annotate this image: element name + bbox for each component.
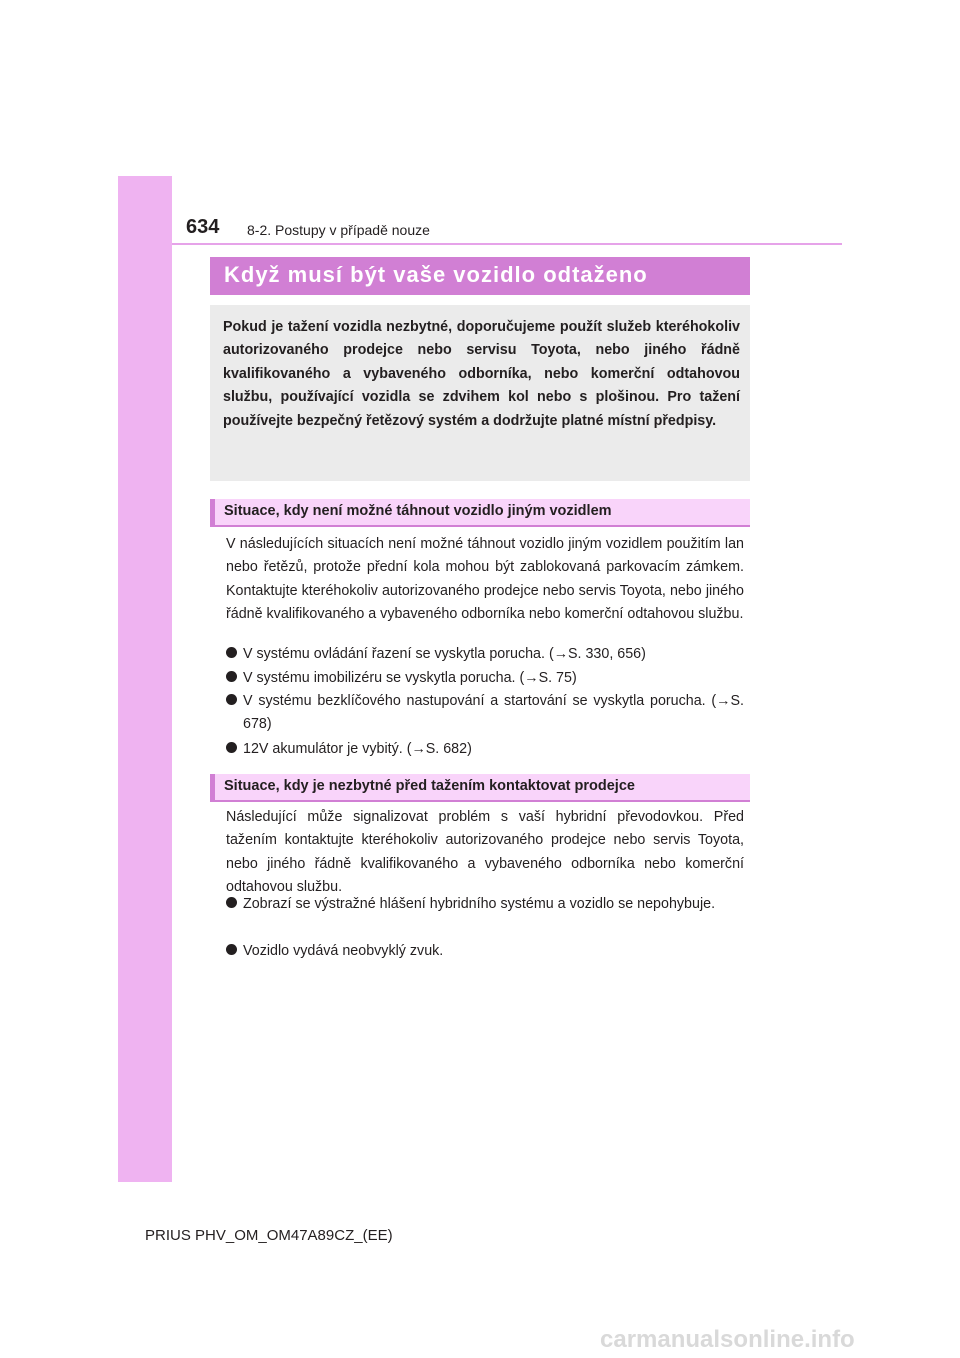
page-title: Když musí být vaše vozidlo odtaženo bbox=[224, 262, 648, 287]
notice-box bbox=[210, 305, 750, 481]
list-item bbox=[226, 667, 744, 690]
subheading-contact-dealer-text: Situace, kdy je nezbytné před tažením kontaktovat prodejce bbox=[224, 778, 635, 794]
list-item bbox=[226, 940, 744, 963]
bullet-icon bbox=[226, 647, 237, 658]
bullet-icon bbox=[226, 694, 237, 705]
document-footer: PRIUS PHV_OM_OM47A89CZ_(EE) bbox=[145, 1227, 393, 1244]
page-number: 634 bbox=[186, 216, 220, 238]
section2-intro: Následující může signalizovat problém s vaší hybridní převodovkou. Před tažením kontaktujte kteréhokoliv autorizovaného prodejce nebo servis Toyota, nebo jiného řádně kvalifikovaného a vybaveného odborníka nebo komerční odtahovou službu. bbox=[226, 809, 744, 896]
bullet-icon bbox=[226, 897, 237, 908]
list-item-text: Zobrazí se výstražné hlášení hybridního systému a vozidlo se nepohybuje. bbox=[243, 896, 716, 912]
header-divider bbox=[172, 243, 842, 245]
list-item bbox=[226, 738, 744, 761]
list-item-text: V systému ovládání řazení se vyskytla porucha. (→S. 330, 656) bbox=[243, 646, 646, 662]
list-item bbox=[226, 893, 744, 916]
subheading-no-towing-text: Situace, kdy není možné táhnout vozidlo jiným vozidlem bbox=[224, 503, 612, 519]
subheading-contact-dealer bbox=[210, 774, 750, 802]
watermark: carmanualsonline.info bbox=[600, 1326, 855, 1353]
chapter-title: 8-2. Postupy v případě nouze bbox=[247, 222, 430, 238]
bullet-icon bbox=[226, 671, 237, 682]
notice-text: Pokud je tažení vozidla nezbytné, doporučujeme použít služeb kteréhokoliv autorizovaného prodejce nebo servisu Toyota, nebo jiného řádně kvalifikovaného a vybaveného odborníka, nebo komerční odtahovou službu, používající vozidla se zdvihem kol nebo s plošinou. Pro tažení používejte bezpečný řetězový systém a dodržujte platné místní předpisy. bbox=[223, 319, 740, 429]
bullet-icon bbox=[226, 944, 237, 955]
subheading-no-towing bbox=[210, 499, 750, 527]
section1-intro: V následujících situacích není možné táhnout vozidlo jiným vozidlem použitím lan nebo řetězů, protože přední kola mohou být zablokovaná parkovacím zámkem. Kontaktujte kteréhokoliv autorizovaného prodejce nebo servis Toyota, nebo jiného řádně kvalifikovaného a vybaveného odborníka nebo komerční odtahovou službu. bbox=[226, 536, 744, 623]
list-item bbox=[226, 643, 744, 666]
bullet-icon bbox=[226, 742, 237, 753]
section-title-bar bbox=[210, 257, 750, 295]
list-item-text: Vozidlo vydává neobvyklý zvuk. bbox=[243, 943, 444, 959]
list-item-text: 12V akumulátor je vybitý. (→S. 682) bbox=[243, 741, 472, 757]
list-item-text: V systému bezklíčového nastupování a startování se vyskytla porucha. (→S. 678) bbox=[243, 693, 744, 733]
list-item-text: V systému imobilizéru se vyskytla porucha. (→S. 75) bbox=[243, 670, 577, 686]
list-item bbox=[226, 690, 744, 737]
chapter-side-band bbox=[118, 176, 172, 1182]
